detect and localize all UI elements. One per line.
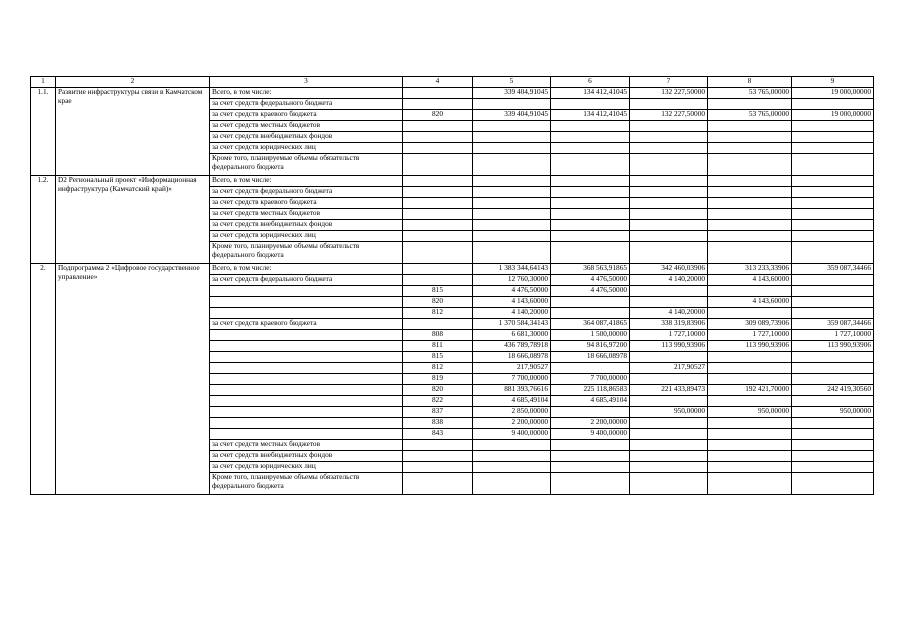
funding-source-cell: за счет средств федерального бюджета (210, 99, 403, 110)
amount-cell (630, 132, 708, 143)
amount-cell (792, 121, 874, 132)
amount-cell: 9 400,00000 (551, 429, 630, 440)
amount-cell (792, 99, 874, 110)
header-row (31, 77, 874, 88)
amount-cell: 12 760,30000 (473, 275, 551, 286)
amount-cell (708, 363, 792, 374)
amount-cell (708, 374, 792, 385)
column-header: 1 (31, 77, 56, 88)
amount-cell: 1 500,00000 (551, 330, 630, 341)
amount-cell: 4 476,50000 (473, 286, 551, 297)
item-number: 1.1. (31, 88, 56, 176)
amount-cell (708, 286, 792, 297)
amount-cell: 4 140,20000 (473, 308, 551, 319)
funding-source-cell: за счет средств федерального бюджета (210, 187, 403, 198)
funding-source-cell: Кроме того, планируемые объемы обязательств федерального бюджета (210, 154, 403, 176)
kbk-code-cell (403, 176, 473, 187)
amount-cell (473, 99, 551, 110)
amount-cell (630, 231, 708, 242)
amount-cell (792, 209, 874, 220)
amount-cell: 221 433,89473 (630, 385, 708, 396)
funding-source-cell (210, 418, 403, 429)
funding-source-cell (210, 341, 403, 352)
amount-cell (792, 429, 874, 440)
amount-cell: 4 476,50000 (551, 286, 630, 297)
amount-cell: 1 727,10000 (630, 330, 708, 341)
amount-cell (792, 132, 874, 143)
amount-cell (792, 374, 874, 385)
amount-cell (792, 176, 874, 187)
funding-source-cell (210, 352, 403, 363)
amount-cell: 1 383 344,64143 (473, 264, 551, 275)
amount-cell (551, 176, 630, 187)
amount-cell (551, 154, 630, 176)
kbk-code-cell (403, 275, 473, 286)
funding-source-cell: за счет средств юридических лиц (210, 462, 403, 473)
funding-source-cell (210, 396, 403, 407)
amount-cell: 132 227,50000 (630, 88, 708, 99)
funding-source-cell (210, 286, 403, 297)
amount-cell (630, 352, 708, 363)
amount-cell (708, 176, 792, 187)
amount-cell (630, 198, 708, 209)
amount-cell (708, 209, 792, 220)
amount-cell: 7 700,00000 (551, 374, 630, 385)
amount-cell (473, 154, 551, 176)
amount-cell (551, 143, 630, 154)
amount-cell (708, 396, 792, 407)
funding-source-cell (210, 407, 403, 418)
amount-cell (551, 363, 630, 374)
funding-source-cell: за счет средств краевого бюджета (210, 319, 403, 330)
column-header: 7 (630, 77, 708, 88)
amount-cell (708, 187, 792, 198)
funding-source-cell: за счет средств внебюджетных фондов (210, 451, 403, 462)
amount-cell: 4 685,49104 (473, 396, 551, 407)
kbk-code-cell (403, 440, 473, 451)
kbk-code-cell (403, 88, 473, 99)
amount-cell (792, 154, 874, 176)
amount-cell (792, 418, 874, 429)
kbk-code-cell (403, 264, 473, 275)
amount-cell: 225 118,86583 (551, 385, 630, 396)
kbk-code-cell: 812 (403, 363, 473, 374)
amount-cell: 1 727,10000 (708, 330, 792, 341)
kbk-code-cell (403, 220, 473, 231)
amount-cell (473, 132, 551, 143)
amount-cell (473, 242, 551, 264)
amount-cell (630, 286, 708, 297)
table-row (31, 88, 874, 99)
amount-cell (630, 396, 708, 407)
amount-cell (792, 352, 874, 363)
amount-cell: 113 990,93906 (792, 341, 874, 352)
amount-cell (708, 220, 792, 231)
amount-cell (708, 242, 792, 264)
amount-cell: 2 850,00000 (473, 407, 551, 418)
column-header: 5 (473, 77, 551, 88)
amount-cell (792, 143, 874, 154)
amount-cell: 368 563,91865 (551, 264, 630, 275)
kbk-code-cell (403, 231, 473, 242)
amount-cell: 4 685,49104 (551, 396, 630, 407)
amount-cell (630, 187, 708, 198)
amount-cell: 342 460,03906 (630, 264, 708, 275)
amount-cell (792, 231, 874, 242)
amount-cell: 359 087,34466 (792, 264, 874, 275)
funding-source-cell: Всего, в том числе: (210, 176, 403, 187)
kbk-code-cell (403, 198, 473, 209)
amount-cell: 2 200,00000 (551, 418, 630, 429)
amount-cell: 7 700,00000 (473, 374, 551, 385)
amount-cell (792, 440, 874, 451)
amount-cell (792, 396, 874, 407)
funding-source-cell: за счет средств краевого бюджета (210, 110, 403, 121)
kbk-code-cell: 843 (403, 429, 473, 440)
amount-cell (473, 143, 551, 154)
item-name: Подпрограмма 2 «Цифровое государственное управление» (56, 264, 210, 495)
amount-cell (708, 154, 792, 176)
amount-cell: 364 087,41865 (551, 319, 630, 330)
kbk-code-cell: 838 (403, 418, 473, 429)
column-header: 2 (56, 77, 210, 88)
kbk-code-cell: 811 (403, 341, 473, 352)
amount-cell (708, 143, 792, 154)
amount-cell (708, 418, 792, 429)
column-header: 6 (551, 77, 630, 88)
amount-cell (551, 473, 630, 495)
amount-cell: 134 412,41045 (551, 88, 630, 99)
amount-cell (792, 363, 874, 374)
amount-cell (473, 176, 551, 187)
item-number: 1.2. (31, 176, 56, 264)
funding-source-cell: за счет средств юридических лиц (210, 143, 403, 154)
amount-cell (473, 220, 551, 231)
amount-cell: 53 765,00000 (708, 88, 792, 99)
amount-cell: 6 681,30000 (473, 330, 551, 341)
amount-cell: 217,90527 (630, 363, 708, 374)
kbk-code-cell (403, 242, 473, 264)
amount-cell: 1 727,10000 (792, 330, 874, 341)
amount-cell (551, 462, 630, 473)
amount-cell: 359 087,34466 (792, 319, 874, 330)
kbk-code-cell (403, 154, 473, 176)
amount-cell (792, 308, 874, 319)
amount-cell (630, 418, 708, 429)
amount-cell (551, 198, 630, 209)
kbk-code-cell: 815 (403, 286, 473, 297)
amount-cell (551, 242, 630, 264)
amount-cell: 132 227,50000 (630, 110, 708, 121)
kbk-code-cell: 812 (403, 308, 473, 319)
amount-cell (630, 462, 708, 473)
item-name: D2 Региональный проект «Информационная инфраструктура (Камчатский край)» (56, 176, 210, 264)
amount-cell (551, 99, 630, 110)
amount-cell (551, 297, 630, 308)
funding-source-cell (210, 429, 403, 440)
amount-cell (792, 220, 874, 231)
kbk-code-cell (403, 99, 473, 110)
amount-cell (630, 220, 708, 231)
amount-cell (630, 451, 708, 462)
amount-cell (708, 451, 792, 462)
amount-cell (630, 209, 708, 220)
funding-source-cell: Кроме того, планируемые объемы обязательств федерального бюджета (210, 473, 403, 495)
amount-cell: 242 419,30560 (792, 385, 874, 396)
amount-cell (708, 352, 792, 363)
amount-cell: 9 400,00000 (473, 429, 551, 440)
amount-cell (792, 198, 874, 209)
amount-cell: 192 421,70000 (708, 385, 792, 396)
amount-cell: 339 404,91045 (473, 110, 551, 121)
kbk-code-cell: 820 (403, 385, 473, 396)
amount-cell: 4 140,20000 (630, 308, 708, 319)
amount-cell: 4 143,60000 (708, 297, 792, 308)
kbk-code-cell: 820 (403, 297, 473, 308)
funding-source-cell: Кроме того, планируемые объемы обязательств федерального бюджета (210, 242, 403, 264)
amount-cell (630, 429, 708, 440)
funding-source-cell (210, 308, 403, 319)
amount-cell (630, 440, 708, 451)
amount-cell (473, 187, 551, 198)
kbk-code-cell (403, 121, 473, 132)
amount-cell: 4 140,20000 (630, 275, 708, 286)
amount-cell (792, 297, 874, 308)
column-header: 9 (792, 77, 874, 88)
amount-cell (708, 308, 792, 319)
amount-cell (551, 209, 630, 220)
funding-source-cell: за счет средств местных бюджетов (210, 121, 403, 132)
amount-cell (473, 451, 551, 462)
amount-cell: 134 412,41045 (551, 110, 630, 121)
kbk-code-cell: 837 (403, 407, 473, 418)
amount-cell: 18 666,08978 (551, 352, 630, 363)
amount-cell: 2 200,00000 (473, 418, 551, 429)
amount-cell (473, 121, 551, 132)
funding-source-cell (210, 385, 403, 396)
amount-cell (708, 473, 792, 495)
amount-cell: 217,90527 (473, 363, 551, 374)
kbk-code-cell (403, 462, 473, 473)
amount-cell: 19 000,00000 (792, 88, 874, 99)
amount-cell (708, 440, 792, 451)
funding-source-cell: за счет средств федерального бюджета (210, 275, 403, 286)
column-header: 4 (403, 77, 473, 88)
kbk-code-cell (403, 451, 473, 462)
amount-cell: 950,00000 (792, 407, 874, 418)
table-row (31, 176, 874, 187)
amount-cell (630, 154, 708, 176)
kbk-code-cell (403, 473, 473, 495)
amount-cell (473, 209, 551, 220)
item-name: Развитие инфраструктуры связи в Камчатском крае (56, 88, 210, 176)
amount-cell: 950,00000 (630, 407, 708, 418)
amount-cell: 338 319,83906 (630, 319, 708, 330)
kbk-code-cell: 815 (403, 352, 473, 363)
amount-cell (630, 121, 708, 132)
funding-source-cell: за счет средств внебюджетных фондов (210, 132, 403, 143)
amount-cell: 53 765,00000 (708, 110, 792, 121)
funding-source-cell: за счет средств внебюджетных фондов (210, 220, 403, 231)
amount-cell (551, 132, 630, 143)
amount-cell (551, 121, 630, 132)
funding-source-cell (210, 297, 403, 308)
amount-cell (551, 451, 630, 462)
amount-cell: 1 370 584,34143 (473, 319, 551, 330)
amount-cell (708, 121, 792, 132)
amount-cell (792, 451, 874, 462)
amount-cell (551, 440, 630, 451)
amount-cell: 113 990,93906 (708, 341, 792, 352)
amount-cell (792, 473, 874, 495)
amount-cell (792, 462, 874, 473)
amount-cell (792, 187, 874, 198)
amount-cell (630, 176, 708, 187)
amount-cell (792, 242, 874, 264)
amount-cell (708, 198, 792, 209)
funding-source-cell: за счет средств юридических лиц (210, 231, 403, 242)
amount-cell (473, 462, 551, 473)
amount-cell (708, 231, 792, 242)
amount-cell (792, 286, 874, 297)
funding-source-cell: за счет средств местных бюджетов (210, 440, 403, 451)
amount-cell (630, 99, 708, 110)
amount-cell: 950,00000 (708, 407, 792, 418)
kbk-code-cell (403, 143, 473, 154)
amount-cell (630, 242, 708, 264)
amount-cell: 313 233,33906 (708, 264, 792, 275)
amount-cell: 4 143,60000 (708, 275, 792, 286)
amount-cell (630, 297, 708, 308)
column-header: 3 (210, 77, 403, 88)
amount-cell: 18 666,08978 (473, 352, 551, 363)
kbk-code-cell (403, 132, 473, 143)
funding-source-cell: за счет средств местных бюджетов (210, 209, 403, 220)
kbk-code-cell (403, 319, 473, 330)
amount-cell: 339 404,91045 (473, 88, 551, 99)
amount-cell (708, 429, 792, 440)
kbk-code-cell (403, 209, 473, 220)
kbk-code-cell: 820 (403, 110, 473, 121)
funding-source-cell: за счет средств краевого бюджета (210, 198, 403, 209)
amount-cell (708, 462, 792, 473)
amount-cell (708, 99, 792, 110)
amount-cell (708, 132, 792, 143)
amount-cell (473, 231, 551, 242)
amount-cell: 309 089,73906 (708, 319, 792, 330)
amount-cell (551, 231, 630, 242)
amount-cell (551, 308, 630, 319)
amount-cell (792, 275, 874, 286)
amount-cell (630, 143, 708, 154)
budget-table (30, 76, 874, 495)
amount-cell: 436 789,78918 (473, 341, 551, 352)
kbk-code-cell (403, 187, 473, 198)
amount-cell: 19 000,00000 (792, 110, 874, 121)
funding-source-cell: Всего, в том числе: (210, 264, 403, 275)
amount-cell (630, 374, 708, 385)
amount-cell: 881 393,76616 (473, 385, 551, 396)
kbk-code-cell: 808 (403, 330, 473, 341)
amount-cell: 113 990,93906 (630, 341, 708, 352)
amount-cell (630, 473, 708, 495)
funding-source-cell (210, 374, 403, 385)
funding-source-cell: Всего, в том числе: (210, 88, 403, 99)
amount-cell (551, 220, 630, 231)
kbk-code-cell: 819 (403, 374, 473, 385)
amount-cell: 94 816,97200 (551, 341, 630, 352)
funding-source-cell (210, 330, 403, 341)
amount-cell (473, 440, 551, 451)
amount-cell (551, 407, 630, 418)
amount-cell (551, 187, 630, 198)
table-row (31, 264, 874, 275)
item-number: 2. (31, 264, 56, 495)
amount-cell: 4 476,50000 (551, 275, 630, 286)
column-header: 8 (708, 77, 792, 88)
amount-cell: 4 143,60000 (473, 297, 551, 308)
amount-cell (473, 473, 551, 495)
amount-cell (473, 198, 551, 209)
kbk-code-cell: 822 (403, 396, 473, 407)
funding-source-cell (210, 363, 403, 374)
